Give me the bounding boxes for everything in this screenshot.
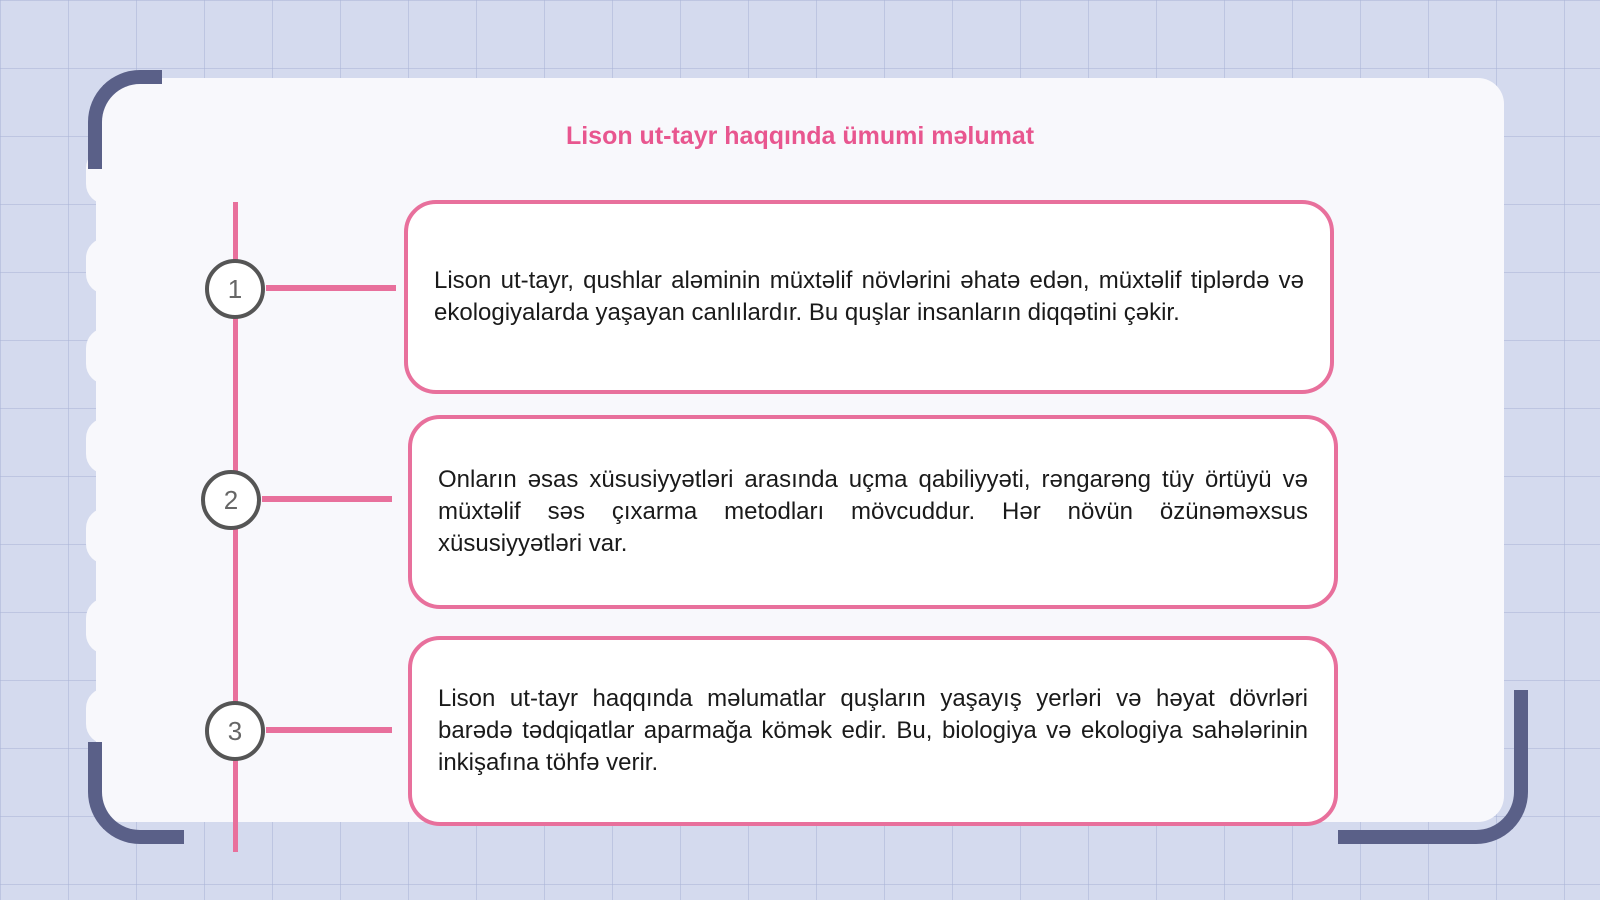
timeline-connector-2	[262, 496, 392, 502]
info-box-1	[404, 200, 1334, 394]
card-scallop	[86, 418, 126, 474]
step-number-2: 2	[201, 470, 261, 530]
card-scallop	[86, 328, 126, 384]
timeline-connector-1	[266, 285, 396, 291]
corner-bracket-bottom-right	[1338, 690, 1528, 844]
step-number-1: 1	[205, 259, 265, 319]
slide-title: Lison ut-tayr haqqında ümumi məlumat	[565, 122, 1035, 150]
corner-bracket-top-left	[88, 70, 162, 169]
step-number-3: 3	[205, 701, 265, 761]
info-box-2	[408, 415, 1338, 609]
card-scallop	[86, 238, 126, 294]
corner-bracket-bottom-left	[88, 742, 184, 844]
info-box-3	[408, 636, 1338, 826]
info-text-3: Lison ut-tayr haqqında məlumatlar quşların yaşayış yerləri və həyat dövrləri barədə tədqiqatlar aparmağa kömək edir. Bu, biologiya və ekologiya sahələrinin inkişafına töhfə verir.	[438, 685, 1308, 776]
info-text-2: Onların əsas xüsusiyyətləri arasında uçma qabiliyyəti, rəngarəng tüy örtüyü və müxtəlif səs çıxarma metodları mövcuddur. Hər növün özünəməxsus xüsusiyyətləri var.	[438, 466, 1308, 557]
card-scallop	[86, 508, 126, 564]
card-scallop	[86, 688, 126, 744]
timeline-connector-3	[266, 727, 392, 733]
info-text-1: Lison ut-tayr, qushlar aləminin müxtəlif növlərini əhatə edən, müxtəlif tiplərdə və ekologiyalarda yaşayan canlılardır. Bu quşlar insanların diqqətini çəkir.	[434, 267, 1304, 326]
card-scallop	[86, 598, 126, 654]
